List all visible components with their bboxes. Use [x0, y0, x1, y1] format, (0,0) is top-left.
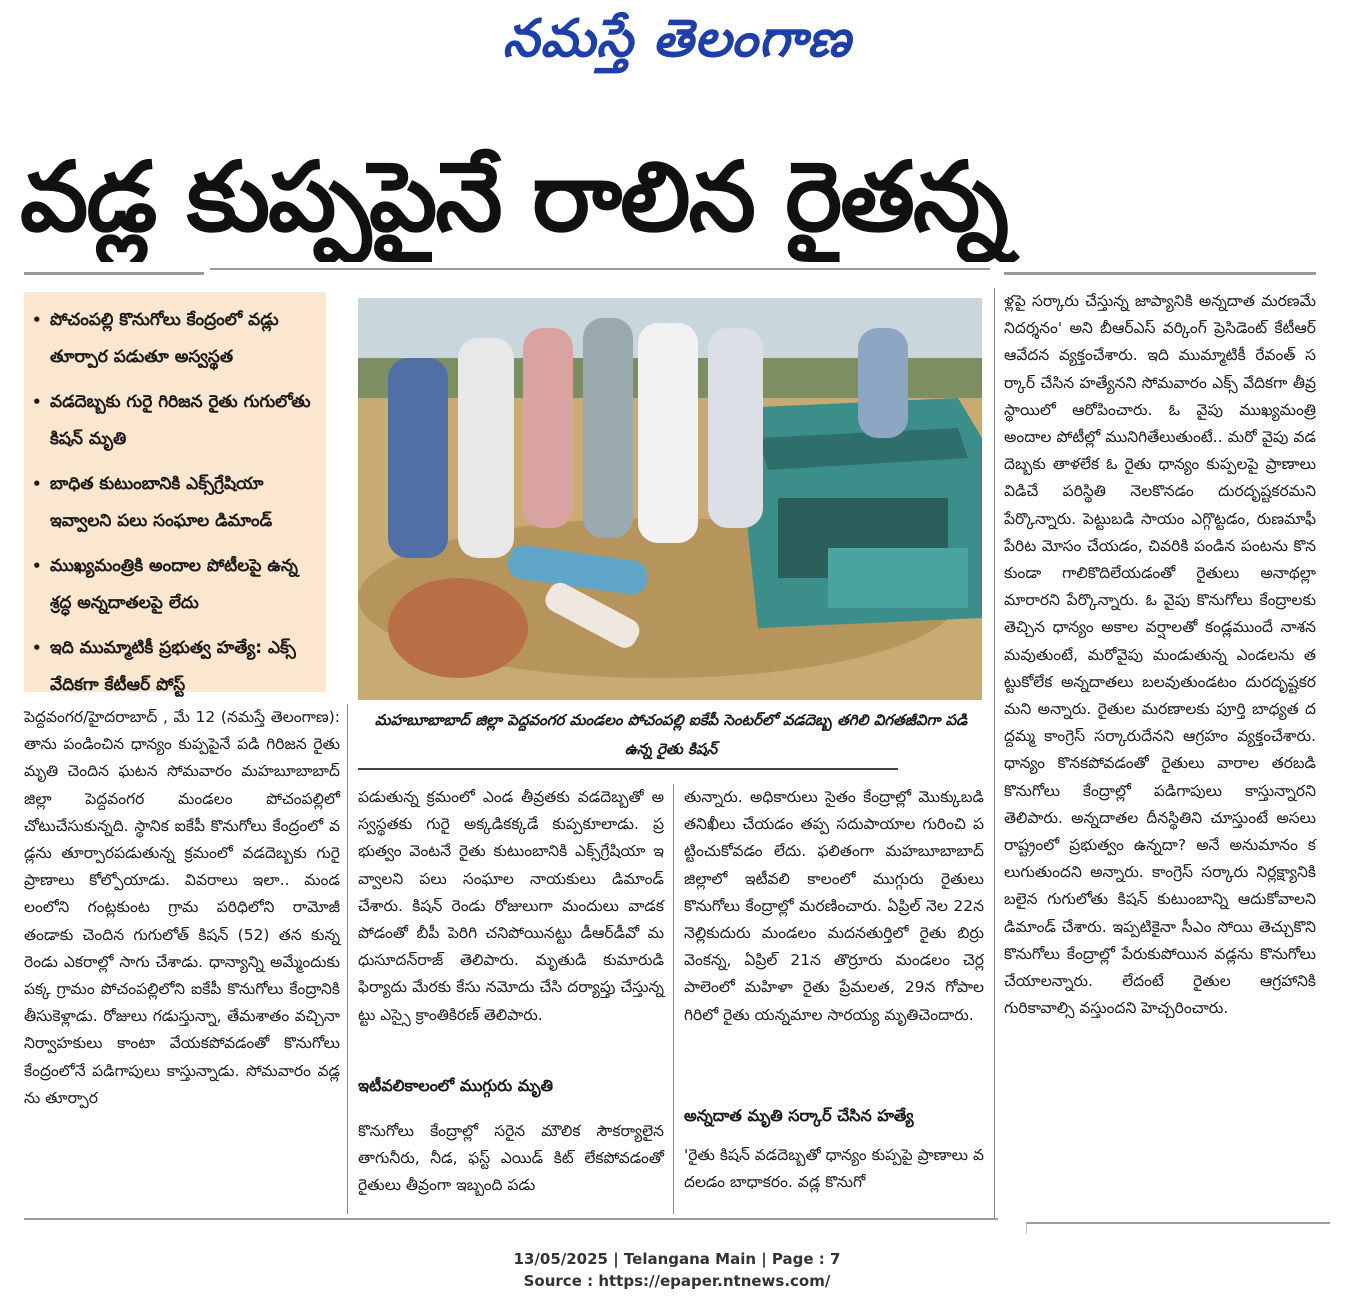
article-column-1: పెద్దవంగర/హైదరాబాద్ , మే 12 (నమస్తే తెలంగాణ): తాను పండించిన ధాన్యం కుప్పపైనే పడి గిరిజన రైతు మృతి చెందిన ఘటన సోమవారం మహబూబాబాద్ జిల్లా పెద్దవంగర మండలం పోచంపల్లిలో చోటుచేసుకున్నది. స్థానిక ఐకేపీ కొనుగోలు కేంద్రంలో వడ్లను తూర్పారపడుతున్న క్రమంలో వడదెబ్బకు గురై ప్రాణాలు కోల్పోయాడు. వివరాలు ఇలా.. మండలంలోని గంట్లకుంట గ్రామ పరిధిలోని రామోజీ తండాకు చెందిన గుగులోత్ కిషన్ (52) తన కున్న రెండు ఎకరాల్లో సాగు చేశాడు. ధాన్యాన్ని అమ్మేందుకు పక్క గ్రామం పోచంపల్లిలోని ఐకేపీ కొనుగోలు కేంద్రానికి తీసుకెళ్లాడు. రోజులు గడుస్తున్నా, తేమశాతం వచ్చినా నిర్వాహకులు కాంటా వేయకపోవడంతో కొనుగోలు కేంద్రంలోనే పడిగాపులు కాస్తున్నాడు. సోమవారం వడ్లను తూర్పార: [24, 708, 340, 1107]
column-divider: [994, 288, 995, 1218]
footer-source: Source : https://epaper.ntnews.com/: [523, 1272, 831, 1290]
adjacent-article-edge: [1026, 1222, 1330, 1234]
photo-caption: మహబూబాబాద్ జిల్లా పెద్దవంగర మండలం పోచంపల్లి ఐకేపీ సెంటర్‌లో వడదెబ్బ తగిలి విగతజీవిగా పడి ఉన్న రైతు కిషన్: [374, 711, 968, 758]
bottom-divider: [24, 1218, 998, 1220]
divider: [1004, 272, 1316, 275]
masthead-logo: నమస్తే తెలంగాణ: [502, 8, 852, 69]
headline: వడ్ల కుప్పపైనే రాలిన రైతన్న: [20, 141, 1007, 253]
article-column-4: ళ్లపై సర్కారు చేస్తున్న జాప్యానికి అన్నదాత మరణమే నిదర్శనం' అని బీఆర్‌ఎస్ వర్కింగ్ ప్రెసిడెంట్ కేటీఆర్ ఆవేదన వ్యక్తంచేశారు. ఇది ముమ్మాటికీ రేవంత్ సర్కార్ చేసిన హత్యేనని సోమవారం ఎక్స్ వేదికగా తీవ్రస్థాయిలో ఆరోపించారు. ఓ వైపు ముఖ్యమంత్రి అందాల పోటీల్లో మునిగితేలుతుంటే.. మరో వైపు వడదెబ్బకు తాళలేక ఓ రైతు ధాన్యం కుప్పలపై ప్రాణాలు విడిచే పరిస్థితి నెలకొనడం దురదృష్టకరమని పేర్కొన్నారు. పెట్టుబడి సాయం ఎగ్గొట్టడం, రుణమాఫీ పేరిట మోసం చేయడం, చివరికి పండిన పంటను కొనకుండా గాలికొదిలేయడంతో రైతులు అనాథల్లా మారారని పేర్కొన్నారు. ఓ వైపు కొనుగోలు కేంద్రాలకు తెచ్చిన ధాన్యం అకాల వర్షాలతో కండ్లముందే నాశనమవుతుంటే, మరోవైపు మండుతున్న ఎండలను తట్టుకోలేక అన్నదాతలు బలవుతుండటం దురదృష్టకరమని అన్నారు. రైతుల మరణాలకు పూర్తి బాధ్యత దద్దమ్మ కాంగ్రెస్ సర్కారుదేనని ఆగ్రహం వ్యక్తంచేశారు. ధాన్యం కొనకపోవడంతో రైతులు వారాల తరబడి కొనుగోలు కేంద్రాల్లో పడిగాపులు కాస్తున్నారని తెలిపారు. అన్నదాతల దీనస్థితిని చూస్తుంటే అసలు రాష్ట్రంలో ప్రభుత్వం ఉన్నదా? అనే అనుమానం కలుగుతుందని అన్నారు. కాంగ్రెస్ సర్కారు నిర్లక్ష్యానికి బలైన గుగులోతు కిషన్ కుటుంబాన్ని ఆదుకోవాలని డిమాండ్ చేశారు. ఇప్పటికైనా సీఎం సోయి తెచ్చుకొని కొనుగోలు కేంద్రాల్లో పేరుకుపోయిన వడ్లను కొనుగోలు చేయాలన్నారు. లేదంటే రైతుల ఆగ్రహానికి గురికావాల్సి వస్తుందని హెచ్చరించారు.: [1004, 292, 1316, 1018]
highlight-item: • వడదెబ్బకు గురై గిరిజన రైతు గుగులోతు కిషన్ మృతి: [32, 392, 311, 449]
highlights-box: [24, 292, 326, 695]
highlight-item: • పోచంపల్లి కొనుగోలు కేంద్రంలో వడ్లు తూర్పార పడుతూ అస్వస్థత: [32, 310, 279, 367]
column-divider: [673, 784, 674, 1214]
article-column-3-continued: 'రైతు కిషన్ వడదెబ్బతో ధాన్యం కుప్పపై ప్రాణాలు వదలడం బాధాకరం. వడ్ల కొనుగో: [684, 1146, 984, 1192]
divider: [210, 268, 990, 270]
highlight-item: • ముఖ్యమంత్రికి అందాల పోటీలపై ఉన్న శ్రద్ధ అన్నదాతలపై లేదు: [32, 556, 298, 613]
subheading: ఇటీవలికాలంలో ముగ్గురు మృతి: [358, 1076, 553, 1095]
footer-date-page: 13/05/2025 | Telangana Main | Page : 7: [513, 1250, 841, 1268]
caption-divider: [358, 768, 898, 770]
masthead: [0, 8, 1354, 82]
highlight-item: • బాధిత కుటుంబానికి ఎక్స్‌గ్రేషియా ఇవ్వాలని పలు సంఘాల డిమాండ్: [32, 474, 273, 531]
article-column-2: పడుతున్న క్రమంలో ఎండ తీవ్రతకు వడదెబ్బతో అస్వస్థతకు గురై అక్కడికక్కడే కుప్పకూలాడు. ప్రభుత్వం వెంటనే రైతు కుటుంబానికి ఎక్స్‌గ్రేషియా ఇవ్వాలని పలు సంఘాల నాయకులు డిమాండ్ చేశారు. కిషన్ రెండు రోజులుగా మందులు వాడకపోడంతో బీపీ పెరిగి చనిపోయినట్టు డీఆర్‌డీవో మధుసూదన్‌రాజ్ తెలిపారు. మృతుడి కుమారుడి ఫిర్యాదు మేరకు కేసు నమోదు చేసి దర్యాప్తు చేస్తున్నట్టు ఎస్సై క్రాంతికిరణ్ తెలిపారు.: [358, 788, 664, 1024]
highlight-item: • ఇది ముమ్మాటికీ ప్రభుత్వ హత్యే: ఎక్స్ వేదికగా కేటీఆర్ పోస్ట్: [32, 638, 296, 695]
news-photo: [358, 298, 982, 700]
subheading: అన్నదాత మృతి సర్కార్ చేసిన హత్యే: [684, 1106, 914, 1125]
article-column-3: తున్నారు. అధికారులు సైతం కేంద్రాల్లో మొక్కుబడి తనిఖీలు చేయడం తప్ప సదుపాయాల గురించి పట్టించుకోవడం లేదు. ఫలితంగా మహబూబాబాద్ జిల్లాలో ఇటీవలి కాలంలో ముగ్గురు రైతులు కొనుగోలు కేంద్రాల్లో మరణించారు. ఏప్రిల్ నెల 22న నెల్లికుదురు మండలం మదనతుర్తిలో రైతు బిర్రు వెంకన్న, ఏప్రిల్ 21న తొర్రూరు మండలం చెర్లపాలెంలో మహిళా రైతు ప్రేమలత, 29న గోపాలగిరిలో రైతు యన్నమాల సారయ్య మృతిచెందారు.: [684, 788, 984, 1024]
divider: [24, 272, 204, 275]
column-divider: [347, 704, 348, 1214]
article-column-2-continued: కొనుగోలు కేంద్రాల్లో సరైన మౌలిక సౌకర్యాలైన తాగునీరు, నీడ, ఫస్ట్ ఎయిడ్ కిట్ లేకపోవడంతో రైతులు తీవ్రంగా ఇబ్బంది పడు: [358, 1122, 664, 1195]
